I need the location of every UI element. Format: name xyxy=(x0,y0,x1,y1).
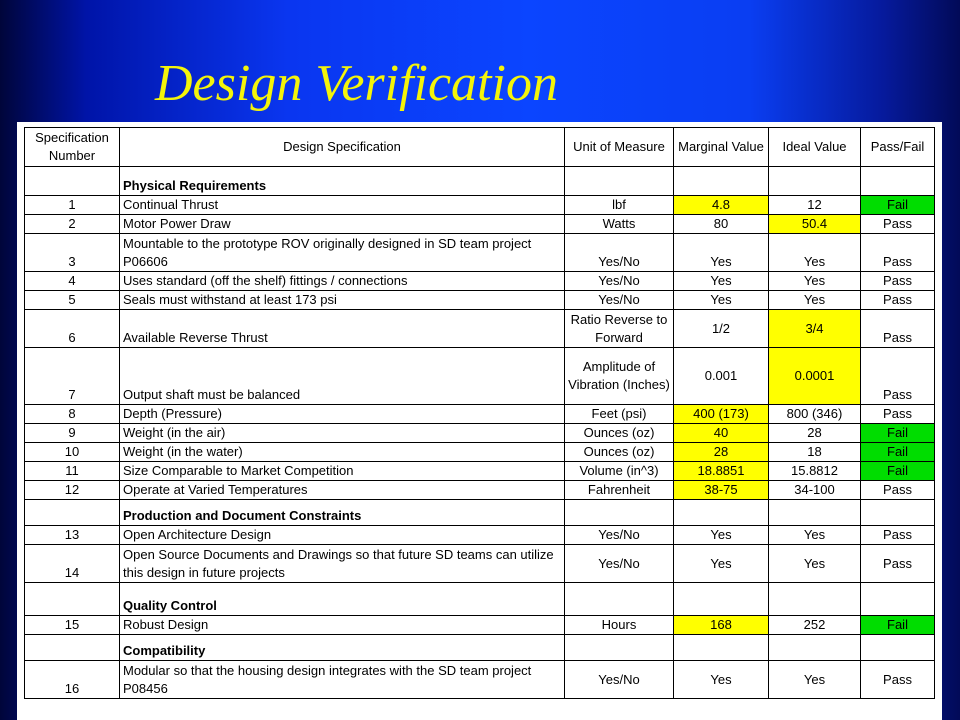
header-design-spec: Design Specification xyxy=(120,128,565,167)
row-number: 9 xyxy=(25,424,120,443)
row-marginal: 4.8 xyxy=(674,196,769,215)
row-ideal: 800 (346) xyxy=(769,405,861,424)
header-spec-number: Specification Number xyxy=(25,128,120,167)
table-row xyxy=(25,405,935,424)
row-unit: Amplitude of Vibration (Inches) xyxy=(565,348,674,405)
row-ideal: 0.0001 xyxy=(769,348,861,405)
row-spec: Robust Design xyxy=(120,616,565,635)
row-marginal: 80 xyxy=(674,215,769,234)
table-row xyxy=(25,616,935,635)
row-result: Pass xyxy=(861,215,935,234)
row-ideal: 18 xyxy=(769,443,861,462)
section-row xyxy=(25,635,935,661)
row-ideal: Yes xyxy=(769,545,861,583)
row-ideal: 12 xyxy=(769,196,861,215)
row-marginal: Yes xyxy=(674,234,769,272)
section-compatibility: Compatibility xyxy=(120,635,565,661)
row-result: Fail xyxy=(861,616,935,635)
table-row xyxy=(25,526,935,545)
row-number: 13 xyxy=(25,526,120,545)
table-row xyxy=(25,545,935,583)
table-row xyxy=(25,272,935,291)
table-row xyxy=(25,215,935,234)
row-unit: Fahrenheit xyxy=(565,481,674,500)
header-pass-fail: Pass/Fail xyxy=(861,128,935,167)
row-result: Pass xyxy=(861,661,935,699)
row-spec: Seals must withstand at least 173 psi xyxy=(120,291,565,310)
row-result: Pass xyxy=(861,481,935,500)
row-unit: Feet (psi) xyxy=(565,405,674,424)
row-marginal: Yes xyxy=(674,272,769,291)
row-marginal: 40 xyxy=(674,424,769,443)
table-row xyxy=(25,481,935,500)
row-marginal: 400 (173) xyxy=(674,405,769,424)
section-production-constraints: Production and Document Constraints xyxy=(120,500,565,526)
table-row xyxy=(25,196,935,215)
row-marginal: Yes xyxy=(674,545,769,583)
row-result: Pass xyxy=(861,405,935,424)
header-unit: Unit of Measure xyxy=(565,128,674,167)
row-result: Fail xyxy=(861,443,935,462)
row-ideal: Yes xyxy=(769,661,861,699)
row-marginal: Yes xyxy=(674,291,769,310)
row-unit: Yes/No xyxy=(565,526,674,545)
row-spec: Open Architecture Design xyxy=(120,526,565,545)
row-result: Fail xyxy=(861,424,935,443)
table-row xyxy=(25,462,935,481)
row-spec: Depth (Pressure) xyxy=(120,405,565,424)
row-spec: Uses standard (off the shelf) fittings / connections xyxy=(120,272,565,291)
header-marginal: Marginal Value xyxy=(674,128,769,167)
table-row xyxy=(25,310,935,348)
row-spec: Modular so that the housing design integrates with the SD team project P08456 xyxy=(120,661,565,699)
row-spec: Size Comparable to Market Competition xyxy=(120,462,565,481)
row-number: 5 xyxy=(25,291,120,310)
row-marginal: Yes xyxy=(674,661,769,699)
header-ideal: Ideal Value xyxy=(769,128,861,167)
slide-title: Design Verification xyxy=(155,55,558,112)
table-row xyxy=(25,424,935,443)
row-ideal: 15.8812 xyxy=(769,462,861,481)
row-marginal: Yes xyxy=(674,526,769,545)
row-unit: Ratio Reverse to Forward xyxy=(565,310,674,348)
table-row xyxy=(25,291,935,310)
row-number: 12 xyxy=(25,481,120,500)
row-number: 11 xyxy=(25,462,120,481)
row-marginal: 168 xyxy=(674,616,769,635)
row-unit: Volume (in^3) xyxy=(565,462,674,481)
row-ideal: 28 xyxy=(769,424,861,443)
row-ideal: 34-100 xyxy=(769,481,861,500)
section-row xyxy=(25,583,935,616)
spreadsheet-table-panel xyxy=(17,122,942,720)
row-number: 10 xyxy=(25,443,120,462)
design-verification-table xyxy=(24,127,935,699)
section-row xyxy=(25,500,935,526)
row-result: Fail xyxy=(861,196,935,215)
row-unit: Ounces (oz) xyxy=(565,443,674,462)
row-result: Pass xyxy=(861,291,935,310)
table-header-row xyxy=(25,128,935,167)
row-number: 8 xyxy=(25,405,120,424)
section-quality-control: Quality Control xyxy=(120,583,565,616)
table-row xyxy=(25,234,935,272)
row-marginal: 0.001 xyxy=(674,348,769,405)
row-result: Pass xyxy=(861,234,935,272)
row-unit: Yes/No xyxy=(565,272,674,291)
row-spec: Open Source Documents and Drawings so that future SD teams can utilize this design in future projects xyxy=(120,545,565,583)
row-unit: Yes/No xyxy=(565,661,674,699)
row-spec: Continual Thrust xyxy=(120,196,565,215)
row-ideal: 252 xyxy=(769,616,861,635)
row-result: Pass xyxy=(861,526,935,545)
row-unit: Hours xyxy=(565,616,674,635)
row-spec: Output shaft must be balanced xyxy=(120,348,565,405)
section-row xyxy=(25,167,935,196)
row-marginal: 38-75 xyxy=(674,481,769,500)
row-unit: Yes/No xyxy=(565,545,674,583)
row-marginal: 28 xyxy=(674,443,769,462)
row-spec: Motor Power Draw xyxy=(120,215,565,234)
row-unit: Yes/No xyxy=(565,234,674,272)
row-ideal: Yes xyxy=(769,272,861,291)
row-ideal: 3/4 xyxy=(769,310,861,348)
row-result: Pass xyxy=(861,272,935,291)
row-ideal: Yes xyxy=(769,291,861,310)
row-unit: Watts xyxy=(565,215,674,234)
row-unit: lbf xyxy=(565,196,674,215)
table-row xyxy=(25,443,935,462)
row-marginal: 18.8851 xyxy=(674,462,769,481)
row-number: 7 xyxy=(25,348,120,405)
row-unit: Yes/No xyxy=(565,291,674,310)
row-result: Pass xyxy=(861,310,935,348)
row-spec: Operate at Varied Temperatures xyxy=(120,481,565,500)
row-number: 6 xyxy=(25,310,120,348)
row-result: Pass xyxy=(861,545,935,583)
row-marginal: 1/2 xyxy=(674,310,769,348)
row-unit: Ounces (oz) xyxy=(565,424,674,443)
row-number: 16 xyxy=(25,661,120,699)
row-spec: Mountable to the prototype ROV originally designed in SD team project P06606 xyxy=(120,234,565,272)
row-result: Pass xyxy=(861,348,935,405)
row-ideal: 50.4 xyxy=(769,215,861,234)
row-ideal: Yes xyxy=(769,526,861,545)
row-number: 14 xyxy=(25,545,120,583)
table-row xyxy=(25,348,935,405)
row-spec: Weight (in the water) xyxy=(120,443,565,462)
row-ideal: Yes xyxy=(769,234,861,272)
table-row xyxy=(25,661,935,699)
row-number: 3 xyxy=(25,234,120,272)
row-result: Fail xyxy=(861,462,935,481)
section-physical-requirements: Physical Requirements xyxy=(120,167,565,196)
row-number: 15 xyxy=(25,616,120,635)
row-number: 4 xyxy=(25,272,120,291)
row-spec: Weight (in the air) xyxy=(120,424,565,443)
row-spec: Available Reverse Thrust xyxy=(120,310,565,348)
row-number: 1 xyxy=(25,196,120,215)
row-number: 2 xyxy=(25,215,120,234)
